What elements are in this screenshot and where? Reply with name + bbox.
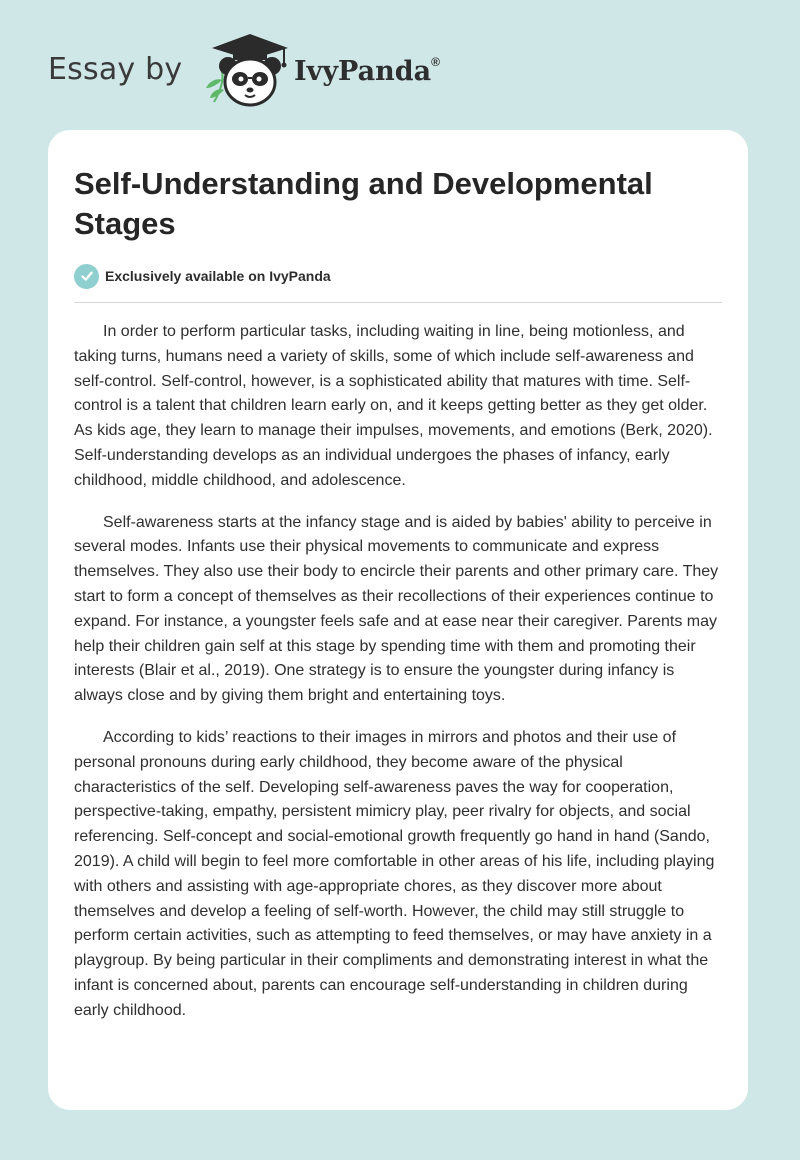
body-paragraph: In order to perform particular tasks, including waiting in line, being motionless, and taking turns, humans need a variety of skills, some of which include self-awareness and self-control. Self-control, however, is a sophisticated ability that matures with time. Self-control is a talent that children learn early on, and it keeps getting better as they get older. As kids age, they learn to manage their impulses, movements, and emotions (Berk, 2020). Self-understanding develops as an individual undergoes the phases of infancy, early childhood, middle childhood, and adolescence.: [74, 323, 713, 489]
site-header: [48, 30, 548, 110]
essay-by-label: Essay by: [48, 52, 183, 87]
article-card: [48, 130, 748, 1110]
brand-text: IvyPanda: [294, 56, 432, 87]
checkmark-icon: [74, 264, 99, 289]
exclusive-badge: [74, 263, 331, 289]
panda-graduate-logo-icon: [200, 30, 300, 110]
trademark-symbol: ®: [431, 55, 440, 69]
article-title: Self-Understanding and Developmental Stages: [74, 166, 653, 241]
body-paragraph: According to kids’ reactions to their images in mirrors and photos and their use of personal pronouns during early childhood, they become aware of the physical characteristics of the self. Developing self-awareness paves the way for cooperation, perspective-taking, empathy, persistent mimicry play, peer rivalry for objects, and social referencing. Self-concept and social-emotional growth frequently go hand in hand (Sando, 2019). A child will begin to feel more comfortable in other areas of his life, including playing with others and assisting with age-appropriate chores, as they discover more about themselves and develop a feeling of self-worth. However, the child may still struggle to perform certain activities, such as attempting to feed themselves, or may have anxiety in a playgroup. By being particular in their compliments and demonstrating interest in what the infant is concerned about, parents can encourage self-understanding in children during early childhood.: [74, 728, 715, 1019]
brand-name: [294, 56, 440, 87]
exclusive-badge-label: Exclusively available on IvyPanda: [105, 268, 331, 284]
title-divider: [74, 302, 722, 303]
article-body: [74, 320, 724, 1041]
body-paragraph: Self-awareness starts at the infancy stage and is aided by babies' ability to perceive in several modes. Infants use their physical movements to communicate and express themselves. They also use their body to encircle their parents and other primary care. They start to form a concept of themselves as their recollections of their experiences continue to expand. For instance, a youngster feels safe and at ease near their caregiver. Parents may help their children gain self at this stage by spending time with them and promoting their interests (Blair et al., 2019). One strategy is to ensure the youngster during infancy is always close and by giving them bright and entertaining toys.: [74, 513, 719, 705]
